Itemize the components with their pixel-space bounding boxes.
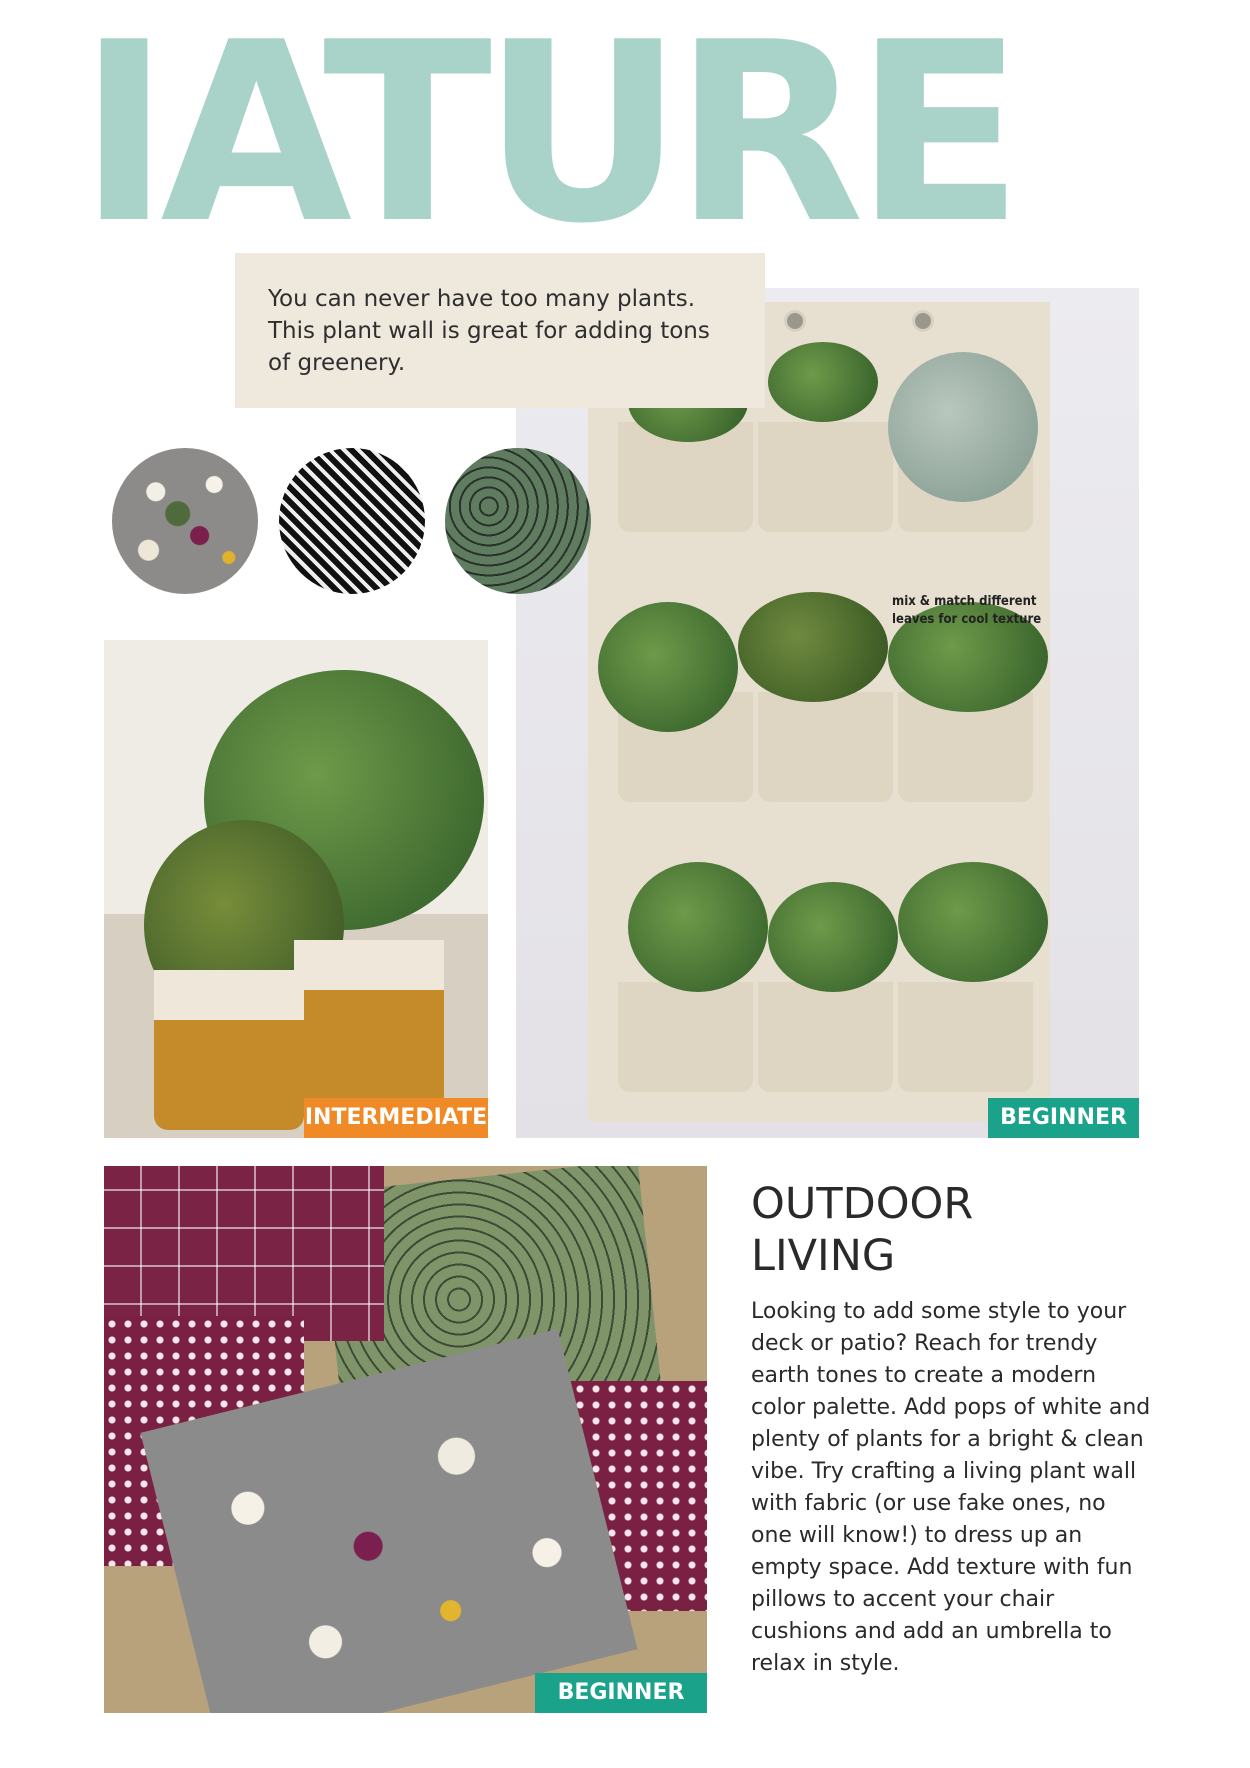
article-title-line2: LIVING	[751, 1231, 896, 1281]
fern	[738, 592, 888, 702]
plant	[628, 862, 768, 992]
difficulty-badge-beginner: BEGINNER	[535, 1673, 707, 1713]
pocket	[618, 982, 753, 1092]
plaid-pillow	[104, 1166, 384, 1341]
plant-wall-photo	[516, 288, 1139, 1138]
page-headline	[78, 18, 1060, 228]
pocket	[758, 982, 893, 1092]
pocket	[758, 692, 893, 802]
planter-cuff	[154, 970, 304, 1020]
plant-wall-note	[892, 593, 1062, 629]
article-body: Looking to add some style to your deck or patio? Reach for trendy earth tones to create a modern color palette. Add pops of white and plenty of plants for a bright & clean vibe. Try crafting a living plant wall with fabric (or use fake ones, no one will know!) to dress up an empty space. Add texture with fun pillows to accent your chair cushions and add an umbrella to relax in style.	[751, 1299, 1151, 1676]
lattice-swatch	[279, 448, 425, 594]
grommet	[912, 310, 934, 332]
plant-wall-note-line2: leaves for cool texture	[892, 612, 1042, 627]
leaf-swatch	[445, 448, 591, 594]
air-plant	[888, 352, 1038, 502]
article-title-line1: OUTDOOR	[751, 1179, 974, 1229]
potted-plants-photo	[104, 640, 488, 1138]
caption-text: You can never have too many plants. This plant wall is great for adding tons of greenery.	[268, 286, 710, 376]
planter-cuff	[294, 940, 444, 990]
caption-box	[235, 253, 765, 408]
grommet	[784, 310, 806, 332]
floral-swatch	[112, 448, 258, 594]
headline-text: IATURE	[78, 18, 1014, 228]
pocket	[898, 982, 1033, 1092]
difficulty-badge-intermediate: INTERMEDIATE	[304, 1098, 488, 1138]
plant	[768, 882, 898, 992]
article-title	[751, 1178, 1151, 1282]
plant	[598, 602, 738, 732]
plant	[898, 862, 1048, 982]
plant	[768, 342, 878, 422]
pocket	[758, 422, 893, 532]
pillows-photo	[104, 1166, 707, 1713]
plant-wall-note-line1: mix & match different	[892, 594, 1037, 609]
difficulty-badge-beginner: BEGINNER	[988, 1098, 1139, 1138]
hanging-fabric-organizer	[588, 302, 1050, 1122]
